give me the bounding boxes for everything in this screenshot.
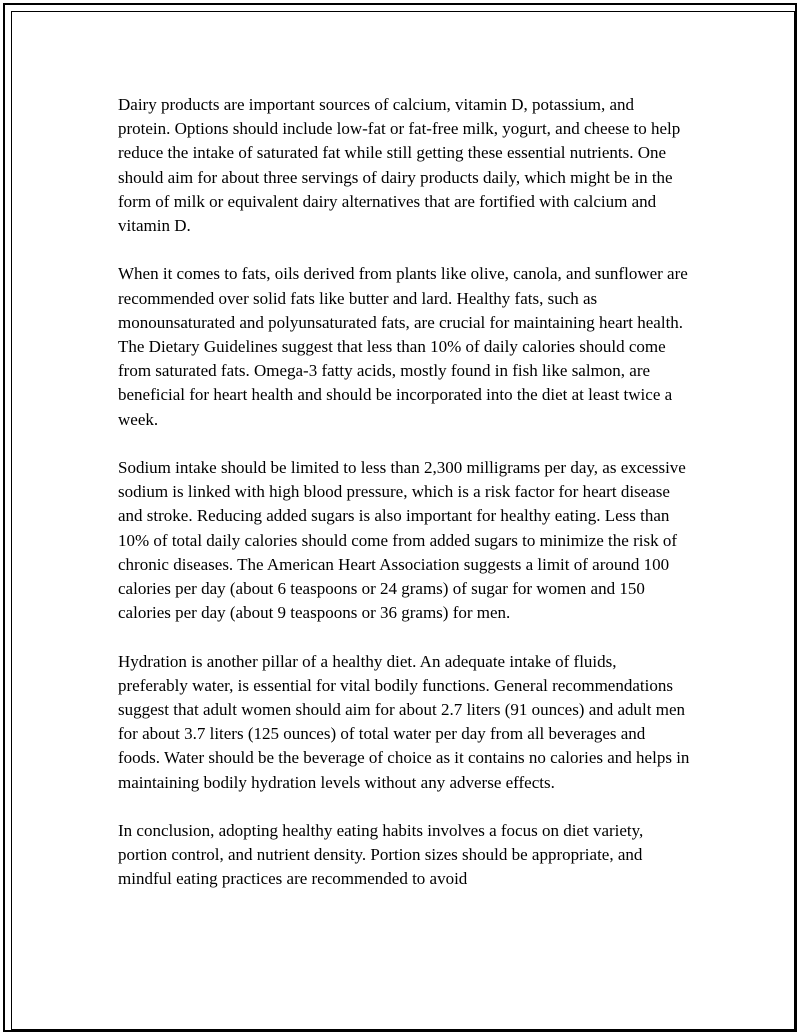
document-body [118, 93, 690, 916]
paragraph-dairy: Dairy products are important sources of calcium, vitamin D, potassium, and protein. Options should include low-fat or fat-free milk, yogurt, and cheese to help reduce the intake of saturated fat while still getting these essential nutrients. One should aim for about three servings of dairy products daily, which might be in the form of milk or equivalent dairy alternatives that are fortified with calcium and vitamin D. [118, 95, 681, 236]
paragraph-fats: When it comes to fats, oils derived from plants like olive, canola, and sunflower are recommended over solid fats like butter and lard. Healthy fats, such as monounsaturated and polyunsaturated fats, are crucial for maintaining heart health. The Dietary Guidelines suggest that less than 10% of daily calories should come from saturated fats. Omega-3 fatty acids, mostly found in fish like salmon, are beneficial for heart health and should be incorporated into the diet at least twice a week. [118, 264, 688, 429]
paragraph-conclusion: In conclusion, adopting healthy eating habits involves a focus on diet variety, portion control, and nutrient density. Portion sizes should be appropriate, and mindful eating practices are recommended to avoid [118, 821, 644, 889]
paragraph-hydration: Hydration is another pillar of a healthy diet. An adequate intake of fluids, preferably water, is essential for vital bodily functions. General recommendations suggest that adult women should aim for about 2.7 liters (91 ounces) and adult men for about 3.7 liters (125 ounces) of total water per day from all beverages and foods. Water should be the beverage of choice as it contains no calories and helps in maintaining bodily hydration levels without any adverse effects. [118, 651, 690, 792]
paragraph-sodium-sugar: Sodium intake should be limited to less than 2,300 milligrams per day, as excessive sodium is linked with high blood pressure, which is a risk factor for heart disease and stroke. Reducing added sugars is also important for healthy eating. Less than 10% of total daily calories should come from added sugars to minimize the risk of chronic diseases. The American Heart Association suggests a limit of around 100 calories per day (about 6 teaspoons or 24 grams) of sugar for women and 150 calories per day (about 9 teaspoons or 36 grams) for men. [118, 458, 686, 623]
